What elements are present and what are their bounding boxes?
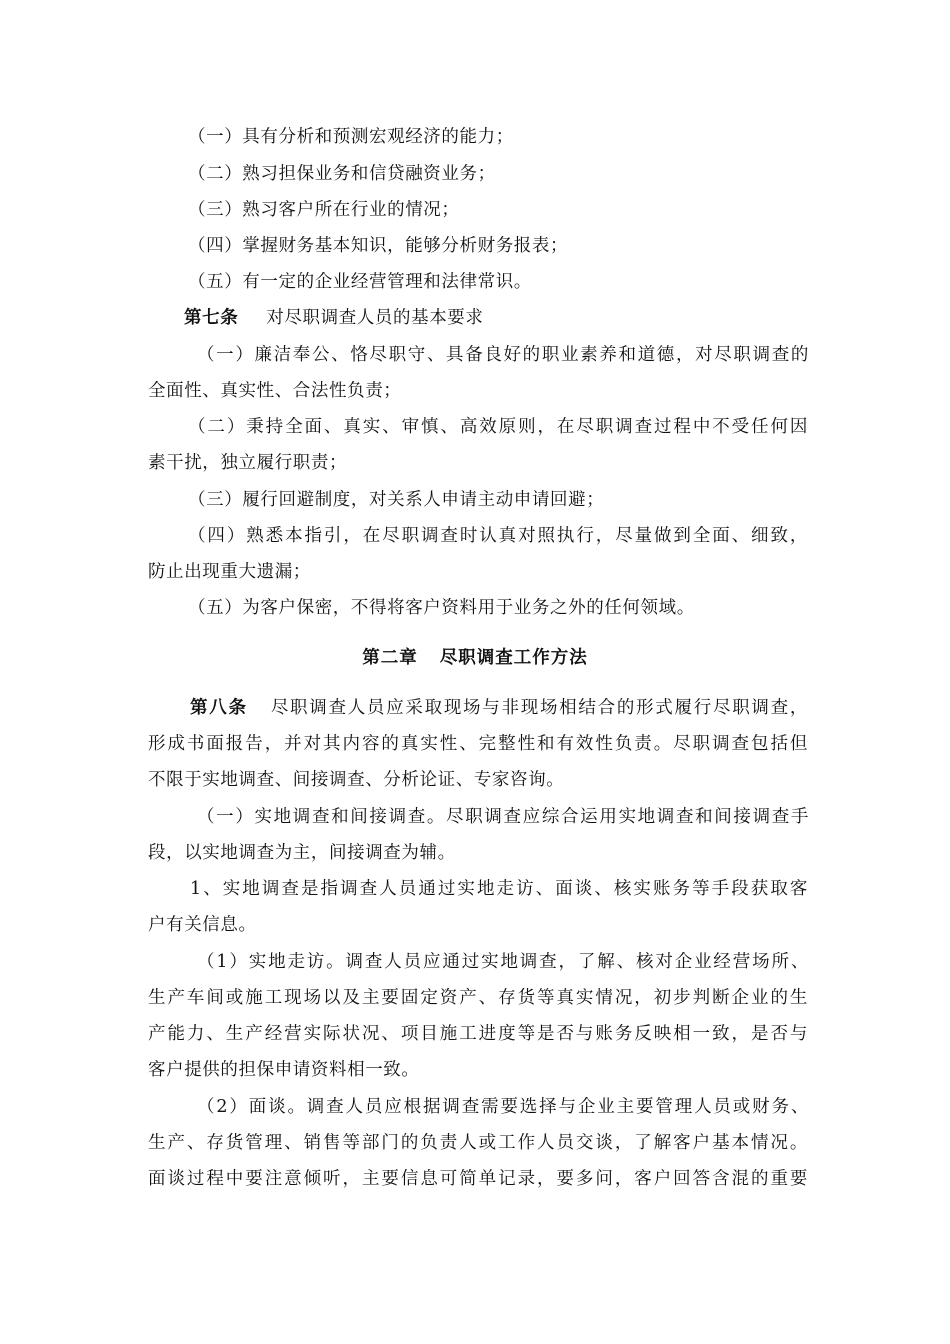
article-8-section-3-line-3: 产能力、生产经营实际状况、项目施工进度等是否与账务反映相一致，是否与 xyxy=(148,1024,808,1044)
article-8-text: 尽职调查人员应采取现场与非现场相结合的形式履行尽职调查， xyxy=(269,698,808,718)
article-8-line-1 xyxy=(190,696,808,720)
chapter-2-title: 尽职调查工作方法 xyxy=(439,648,588,668)
article-7-item-4-line-1: （四）熟悉本指引，在尽职调查时认真对照执行，尽量做到全面、细致， xyxy=(188,526,808,546)
chapter-2-label: 第二章 xyxy=(362,648,418,668)
article-8-section-3-line-4: 客户提供的担保申请资料相一致。 xyxy=(148,1060,420,1080)
article-7-item-2-line-1: （二）秉持全面、真实、审慎、高效原则，在尽职调查过程中不受任何因 xyxy=(188,417,808,437)
article-8-section-4-line-2: 生产、存货管理、销售等部门的负责人或工作人员交谈，了解客户基本情况。 xyxy=(148,1133,808,1153)
article-7-item-3: （三）履行回避制度，对关系人申请主动申请回避； xyxy=(188,490,605,510)
article-7-item-1-line-1: （一）廉洁奉公、恪尽职守、具备良好的职业素养和道德，对尽职调查的 xyxy=(197,345,809,365)
article-8-section-4-line-3: 面谈过程中要注意倾听，主要信息可简单记录，要多问，客户回答含混的重要 xyxy=(148,1169,808,1189)
requirement-item-2: （二）熟习担保业务和信贷融资业务； xyxy=(188,164,496,184)
requirement-item-3: （三）熟习客户所在行业的情况； xyxy=(188,200,460,220)
article-7-item-4-line-2: 防止出现重大遗漏； xyxy=(148,562,311,582)
requirement-item-1: （一）具有分析和预测宏观经济的能力； xyxy=(188,127,514,147)
article-7-item-2-line-2: 素干扰，独立履行职责； xyxy=(148,453,348,473)
article-8-section-2-line-1: 1、实地调查是指调查人员通过实地走访、面谈、核实账务等手段获取客 xyxy=(190,879,808,899)
article-7-item-1-line-2: 全面性、真实性、合法性负责； xyxy=(148,381,402,401)
article-8-section-2-line-2: 户有关信息。 xyxy=(148,915,257,935)
article-7-item-5: （五）为客户保密，不得将客户资料用于业务之外的任何领域。 xyxy=(188,598,695,618)
requirement-item-5: （五）有一定的企业经营管理和法律常识。 xyxy=(188,272,532,292)
article-8-label: 第八条 xyxy=(190,698,248,718)
requirement-item-4: （四）掌握财务基本知识，能够分析财务报表； xyxy=(188,236,569,256)
article-8-line-2: 形成书面报告，并对其内容的真实性、完整性和有效性负责。尽职调查包括但 xyxy=(148,734,808,754)
article-8-section-4-line-1: （2）面谈。调查人员应根据调查需要选择与企业主要管理人员或财务、 xyxy=(197,1097,809,1117)
chapter-2-heading xyxy=(0,646,950,670)
article-8-line-3: 不限于实地调查、间接调查、分析论证、专家咨询。 xyxy=(148,770,565,790)
article-7-heading xyxy=(184,306,844,330)
article-8-section-1-line-1: （一）实地调查和间接调查。尽职调查应综合运用实地调查和间接调查手 xyxy=(197,807,809,827)
article-8-section-1-line-2: 段，以实地调查为主，间接调查为辅。 xyxy=(148,843,456,863)
article-8-section-3-line-1: （1）实地走访。调查人员应通过实地调查，了解、核对企业经营场所、 xyxy=(197,952,809,972)
article-8-section-3-line-2: 生产车间或施工现场以及主要固定资产、存货等真实情况，初步判断企业的生 xyxy=(148,988,808,1008)
article-7-label: 第七条 xyxy=(184,308,239,328)
article-7-title: 对尽职调查人员的基本要求 xyxy=(266,308,484,328)
